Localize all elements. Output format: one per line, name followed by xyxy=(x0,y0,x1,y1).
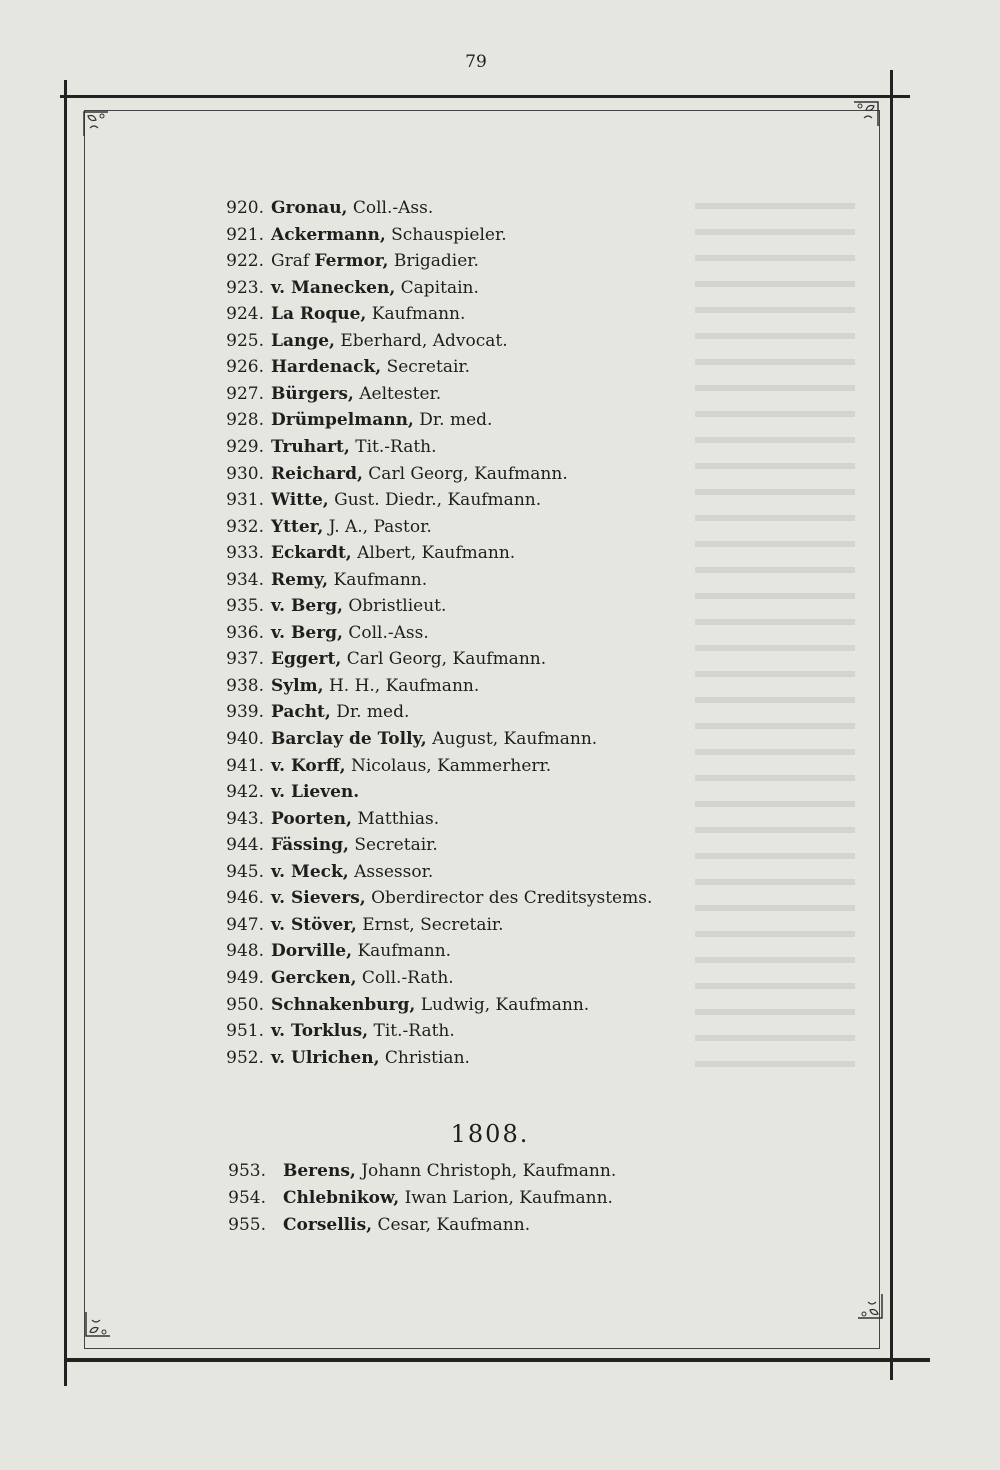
entry-number: 942. xyxy=(226,782,264,803)
entry-number: 922. xyxy=(226,251,264,272)
list-item xyxy=(0,646,1000,672)
entry-text xyxy=(271,195,433,221)
entry-description: Nicolaus, Kammerherr. xyxy=(350,755,552,776)
entry-description: Secretair. xyxy=(354,835,438,856)
frame-bottom-rule xyxy=(64,1358,930,1362)
list-item xyxy=(0,195,1000,221)
entry-text xyxy=(271,487,541,513)
entry-description: Coll.-Ass. xyxy=(348,622,429,643)
list-item xyxy=(0,859,1000,885)
entry-text xyxy=(271,407,492,433)
entry-number: 941. xyxy=(226,755,264,776)
entry-text xyxy=(271,540,515,566)
entry-text xyxy=(271,726,597,752)
entry-text xyxy=(283,1212,530,1238)
entry-number: 954. xyxy=(228,1188,266,1208)
entry-name: Eggert, xyxy=(271,649,342,670)
entry-name: v. Meck, xyxy=(271,861,349,882)
entry-name: Witte, xyxy=(271,490,329,511)
entry-number: 928. xyxy=(226,410,264,431)
entry-number: 953. xyxy=(228,1161,266,1181)
entry-name: v. Torklus, xyxy=(271,1021,369,1042)
entry-description: Secretair. xyxy=(386,357,471,378)
list-item xyxy=(0,699,1000,725)
entry-description: Carl Georg, Kaufmann. xyxy=(368,463,568,484)
entry-number: 933. xyxy=(226,543,264,564)
entry-text xyxy=(271,301,465,327)
list-item xyxy=(0,885,1000,911)
entry-text xyxy=(271,620,429,646)
entry-text xyxy=(271,275,479,301)
entry-text xyxy=(271,567,427,593)
entry-number: 938. xyxy=(226,675,264,696)
list-item xyxy=(0,434,1000,460)
entry-text xyxy=(271,859,433,885)
page-number: 79 xyxy=(465,52,487,72)
entry-name: Berens, xyxy=(283,1161,356,1181)
entry-number: 951. xyxy=(226,1021,264,1042)
entry-description: Johann Christoph, Kaufmann. xyxy=(361,1161,617,1181)
entry-number: 926. xyxy=(226,357,264,378)
entry-number: 924. xyxy=(226,304,264,325)
list-item xyxy=(0,992,1000,1018)
entry-text xyxy=(283,1158,616,1184)
entry-text xyxy=(271,753,551,779)
entry-number: 921. xyxy=(226,224,264,245)
entry-name: v. Stöver, xyxy=(271,914,357,935)
entry-number: 934. xyxy=(226,569,264,590)
entry-number: 923. xyxy=(226,277,264,298)
list-item xyxy=(0,514,1000,540)
list-item xyxy=(0,726,1000,752)
entry-name: Corsellis, xyxy=(283,1215,373,1235)
entry-text xyxy=(271,832,438,858)
entry-number: 925. xyxy=(226,330,264,351)
entry-prefix: Graf xyxy=(271,251,315,272)
entry-number: 932. xyxy=(226,516,264,537)
entry-name: La Roque, xyxy=(271,304,367,325)
list-item xyxy=(0,620,1000,646)
entry-number: 920. xyxy=(226,198,264,218)
entry-name: Eckardt, xyxy=(271,543,352,564)
list-item xyxy=(0,673,1000,699)
entry-name: v. Lieven. xyxy=(271,782,360,803)
list-item xyxy=(0,1185,1000,1211)
list-item xyxy=(0,248,1000,274)
entry-number: 943. xyxy=(226,808,264,829)
entry-description: Aeltester. xyxy=(359,383,442,404)
corner-ornament-top-right-icon xyxy=(848,96,882,130)
list-item xyxy=(0,381,1000,407)
list-item xyxy=(0,487,1000,513)
entry-description: Kaufmann. xyxy=(357,941,452,962)
entry-name: Sylm, xyxy=(271,675,324,696)
list-item xyxy=(0,593,1000,619)
entry-number: 952. xyxy=(226,1047,264,1068)
entry-name: v. Berg, xyxy=(271,622,343,643)
entry-text xyxy=(271,593,446,619)
entry-description: August, Kaufmann. xyxy=(432,729,598,749)
list-item xyxy=(0,275,1000,301)
entry-description: Gust. Diedr., Kaufmann. xyxy=(334,490,542,511)
list-item xyxy=(0,354,1000,380)
entry-name: Poorten, xyxy=(271,808,352,829)
entry-text xyxy=(283,1185,613,1211)
entry-text xyxy=(271,646,546,672)
entry-description: J. A., Pastor. xyxy=(328,516,432,537)
list-item xyxy=(0,753,1000,779)
entry-text xyxy=(271,514,432,540)
entry-text xyxy=(271,885,652,911)
entry-name: Gronau, xyxy=(271,198,348,218)
entry-number: 947. xyxy=(226,914,264,935)
entry-text xyxy=(271,699,409,725)
entry-description: Obristlieut. xyxy=(348,596,447,617)
list-item xyxy=(0,779,1000,805)
entry-text xyxy=(271,806,439,832)
entry-number: 940. xyxy=(226,729,264,749)
entry-number: 930. xyxy=(226,463,264,484)
entry-name: Remy, xyxy=(271,569,329,590)
entry-description: Tit.-Rath. xyxy=(355,436,437,457)
entry-text xyxy=(271,248,479,274)
entry-name: v. Manecken, xyxy=(271,277,396,298)
list-item xyxy=(0,965,1000,991)
entry-description: Coll.-Ass. xyxy=(352,198,434,218)
entry-text xyxy=(271,1018,455,1044)
entry-name: Ackermann, xyxy=(271,224,386,245)
entry-name: Chlebnikow, xyxy=(283,1188,400,1208)
list-item xyxy=(0,567,1000,593)
entry-text xyxy=(271,673,479,699)
entry-name: v. Sievers, xyxy=(271,888,366,909)
entry-text xyxy=(271,992,589,1018)
entry-description: Carl Georg, Kaufmann. xyxy=(346,649,547,670)
year-heading: 1808. xyxy=(450,1120,530,1148)
entry-text xyxy=(271,434,437,460)
entry-number: 937. xyxy=(226,649,264,670)
entry-number: 944. xyxy=(226,835,264,856)
entry-description: Kaufmann. xyxy=(333,569,428,590)
entry-description: Brigadier. xyxy=(393,251,479,272)
entry-description: Dr. med. xyxy=(336,702,410,723)
entry-number: 945. xyxy=(226,861,264,882)
entry-description: Coll.-Rath. xyxy=(361,967,454,988)
entry-description: Dr. med. xyxy=(419,410,493,431)
entry-text xyxy=(271,461,568,487)
entry-text xyxy=(271,965,454,991)
entry-description: Capitain. xyxy=(400,277,479,298)
entry-description: Oberdirector des Creditsystems. xyxy=(371,888,653,909)
entry-name: Barclay de Tolly, xyxy=(271,729,427,749)
entry-number: 935. xyxy=(226,596,264,617)
list-item xyxy=(0,938,1000,964)
entry-number: 929. xyxy=(226,436,264,457)
list-item xyxy=(0,912,1000,938)
entry-number: 931. xyxy=(226,490,264,511)
list-item xyxy=(0,1045,1000,1071)
entry-name: Drümpelmann, xyxy=(271,410,414,431)
list-item xyxy=(0,1018,1000,1044)
list-item xyxy=(0,328,1000,354)
entry-name: Gercken, xyxy=(271,967,357,988)
entry-description: Ernst, Secretair. xyxy=(362,914,504,935)
entry-description: Christian. xyxy=(384,1047,470,1068)
entry-text xyxy=(271,328,508,354)
entry-description: H. H., Kaufmann. xyxy=(328,675,480,696)
entry-text xyxy=(271,1045,470,1071)
list-item xyxy=(0,1212,1000,1238)
entry-description: Assessor. xyxy=(354,861,434,882)
entry-name: Bürgers, xyxy=(271,383,354,404)
entry-description: Cesar, Kaufmann. xyxy=(377,1215,531,1235)
entry-text xyxy=(271,354,470,380)
list-item xyxy=(0,222,1000,248)
entry-name: Truhart, xyxy=(271,436,350,457)
frame-top-rule xyxy=(60,95,910,98)
entry-description: Kaufmann. xyxy=(371,304,466,325)
entry-name: Ytter, xyxy=(271,516,324,537)
list-item xyxy=(0,540,1000,566)
entry-description: Albert, Kaufmann. xyxy=(357,543,516,564)
entry-description: Iwan Larion, Kaufmann. xyxy=(404,1188,613,1208)
entry-text xyxy=(271,912,504,938)
entry-number: 927. xyxy=(226,383,264,404)
entry-name: Fässing, xyxy=(271,835,349,856)
entry-text xyxy=(271,222,507,248)
entry-name: Lange, xyxy=(271,330,335,351)
entry-description: Tit.-Rath. xyxy=(373,1021,455,1042)
entry-name: Fermor, xyxy=(314,251,389,272)
entry-text xyxy=(271,381,441,407)
entry-number: 939. xyxy=(226,702,264,723)
entry-description: Eberhard, Advocat. xyxy=(340,330,508,351)
list-item xyxy=(0,301,1000,327)
entry-description: Ludwig, Kaufmann. xyxy=(420,994,590,1015)
entry-description: Schauspieler. xyxy=(391,224,507,245)
entry-number: 950. xyxy=(226,994,264,1015)
entry-name: Hardenack, xyxy=(271,357,382,378)
entry-name: Pacht, xyxy=(271,702,331,723)
corner-ornament-bottom-right-icon xyxy=(852,1290,886,1324)
list-item xyxy=(0,1158,1000,1184)
list-item xyxy=(0,832,1000,858)
entry-number: 949. xyxy=(226,967,264,988)
entry-text xyxy=(271,938,451,964)
entry-name: Dorville, xyxy=(271,941,353,962)
list-item xyxy=(0,461,1000,487)
entry-description: Matthias. xyxy=(357,808,440,829)
entry-name: v. Ulrichen, xyxy=(271,1047,380,1068)
entry-name: Schnakenburg, xyxy=(271,994,416,1015)
list-item xyxy=(0,407,1000,433)
entry-text xyxy=(271,779,359,805)
corner-ornament-bottom-left-icon xyxy=(82,1308,116,1342)
entry-name: v. Berg, xyxy=(271,596,343,617)
corner-ornament-top-left-icon xyxy=(80,106,114,140)
entry-name: v. Korff, xyxy=(271,755,346,776)
entry-number: 948. xyxy=(226,941,264,962)
entry-name: Reichard, xyxy=(271,463,363,484)
entry-number: 955. xyxy=(228,1215,266,1235)
entry-number: 946. xyxy=(226,888,264,909)
list-item xyxy=(0,806,1000,832)
entry-number: 936. xyxy=(226,622,264,643)
